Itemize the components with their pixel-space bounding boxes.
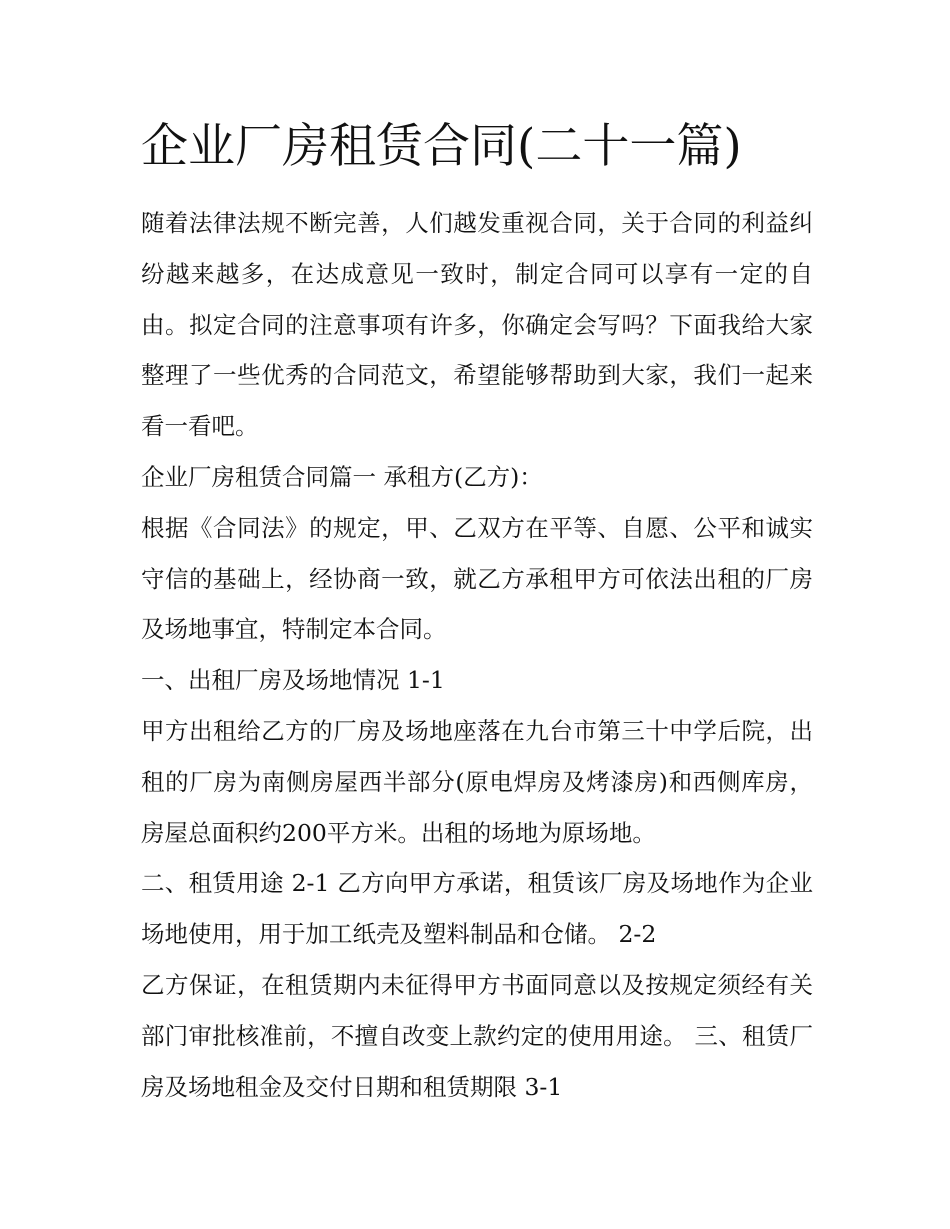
paragraph-clause-1-heading: 一、出租厂房及场地情况 1-1 xyxy=(141,666,445,695)
paragraph-contract-basis: 根据《合同法》的规定，甲、乙双方在平等、自愿、公平和诚实守信的基础上，经协商一致，就乙方承租甲方可依法出租的厂房及场地事宜，特制定本合同。 xyxy=(141,513,813,644)
paragraph-clause-2-2: 乙方保证，在租赁期内未征得甲方书面同意以及按规定须经有关部门审批核准前，不擅自改变上款约定的使用用途。 三、租赁厂房及场地租金及交付日期和租赁期限 3-1 xyxy=(141,970,813,1101)
document-body xyxy=(141,198,813,1112)
document-content xyxy=(141,112,813,1112)
document-title: 企业厂房租赁合同(二十一篇) xyxy=(141,119,742,174)
paragraph-clause-1-1: 甲方出租给乙方的厂房及场地座落在九台市第三十中学后院，出租的厂房为南侧房屋西半部分(原电焊房及烤漆房)和西侧库房，房屋总面积约200平方米。出租的场地为原场地。 xyxy=(141,716,813,847)
paragraph-section-heading: 企业厂房租赁合同篇一 承租方(乙方)： xyxy=(141,462,543,491)
paragraph-clause-2: 二、租赁用途 2-1 乙方向甲方承诺，租赁该厂房及场地作为企业场地使用，用于加工纸壳及塑料制品和仓储。 2-2 xyxy=(141,869,813,949)
paragraph-intro: 随着法律法规不断完善，人们越发重视合同，关于合同的利益纠纷越来越多，在达成意见一致时，制定合同可以享有一定的自由。拟定合同的注意事项有许多，你确定会写吗？下面我给大家整理了一些优秀的合同范文，希望能够帮助到大家，我们一起来看一看吧。 xyxy=(141,209,813,441)
